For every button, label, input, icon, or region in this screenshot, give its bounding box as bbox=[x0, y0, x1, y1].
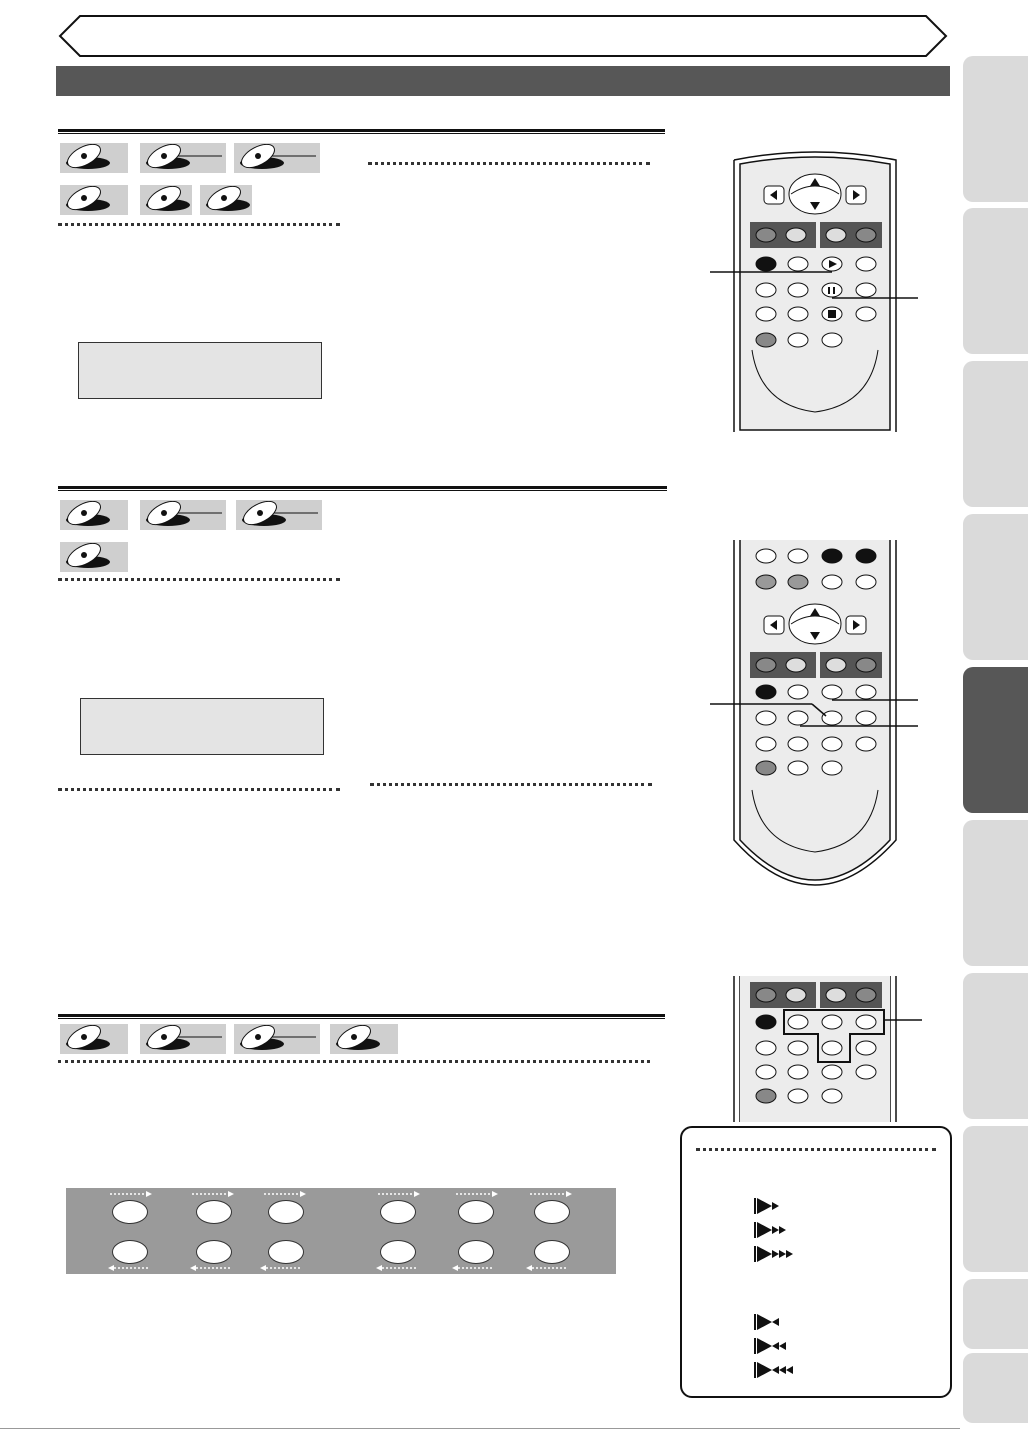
disc-icon bbox=[140, 143, 226, 173]
speed-strip bbox=[66, 1188, 616, 1274]
speed-indicator bbox=[534, 1240, 570, 1264]
side-tab-active[interactable] bbox=[963, 667, 1028, 813]
speed-indicator bbox=[380, 1200, 416, 1224]
side-tab[interactable] bbox=[963, 1353, 1028, 1423]
page-bottom-rule bbox=[0, 1428, 960, 1429]
disc-icon bbox=[60, 500, 128, 530]
speed-indicator bbox=[534, 1200, 570, 1224]
message-box bbox=[80, 698, 324, 755]
side-tab[interactable] bbox=[963, 820, 1028, 966]
side-tab[interactable] bbox=[963, 361, 1028, 507]
side-tab[interactable] bbox=[963, 973, 1028, 1119]
speed-indicator bbox=[458, 1200, 494, 1224]
section-rule bbox=[58, 1014, 665, 1019]
speed-indicator bbox=[380, 1240, 416, 1264]
remote-control-illustration bbox=[700, 150, 930, 440]
disc-icon bbox=[140, 500, 226, 530]
remote-control-illustration bbox=[700, 540, 930, 910]
page-title-bar bbox=[56, 66, 950, 96]
dotted-divider bbox=[58, 578, 340, 581]
dotted-divider bbox=[58, 223, 340, 226]
disc-icon bbox=[60, 185, 128, 215]
speed-indicator bbox=[112, 1200, 148, 1224]
disc-icon bbox=[330, 1024, 398, 1054]
message-box bbox=[78, 342, 322, 399]
section-rule bbox=[58, 486, 667, 491]
side-tab[interactable] bbox=[963, 1279, 1028, 1349]
disc-icon bbox=[140, 1024, 226, 1054]
header-banner bbox=[58, 14, 948, 58]
slow-forward-icon bbox=[752, 1196, 812, 1386]
dotted-divider bbox=[370, 783, 652, 786]
disc-icon bbox=[234, 1024, 320, 1054]
section-rule bbox=[58, 129, 665, 134]
remote-control-illustration bbox=[700, 976, 930, 1122]
disc-icon bbox=[236, 500, 322, 530]
disc-icon bbox=[60, 143, 128, 173]
dotted-divider bbox=[368, 162, 650, 165]
speed-indicator bbox=[268, 1240, 304, 1264]
side-tab[interactable] bbox=[963, 208, 1028, 354]
dotted-divider bbox=[696, 1148, 936, 1151]
dotted-divider bbox=[58, 1060, 650, 1063]
side-tab[interactable] bbox=[963, 514, 1028, 660]
disc-icon bbox=[234, 143, 320, 173]
speed-indicator bbox=[268, 1200, 304, 1224]
speed-indicator bbox=[196, 1240, 232, 1264]
disc-icon bbox=[200, 185, 252, 215]
side-tab[interactable] bbox=[963, 56, 1028, 202]
disc-icon bbox=[140, 185, 192, 215]
side-tab[interactable] bbox=[963, 1126, 1028, 1272]
disc-icon bbox=[60, 542, 128, 572]
slow-speed-info-box bbox=[680, 1126, 952, 1398]
speed-indicator bbox=[112, 1240, 148, 1264]
disc-icon bbox=[60, 1024, 128, 1054]
dotted-divider bbox=[58, 788, 340, 791]
speed-indicator bbox=[196, 1200, 232, 1224]
speed-indicator bbox=[458, 1240, 494, 1264]
